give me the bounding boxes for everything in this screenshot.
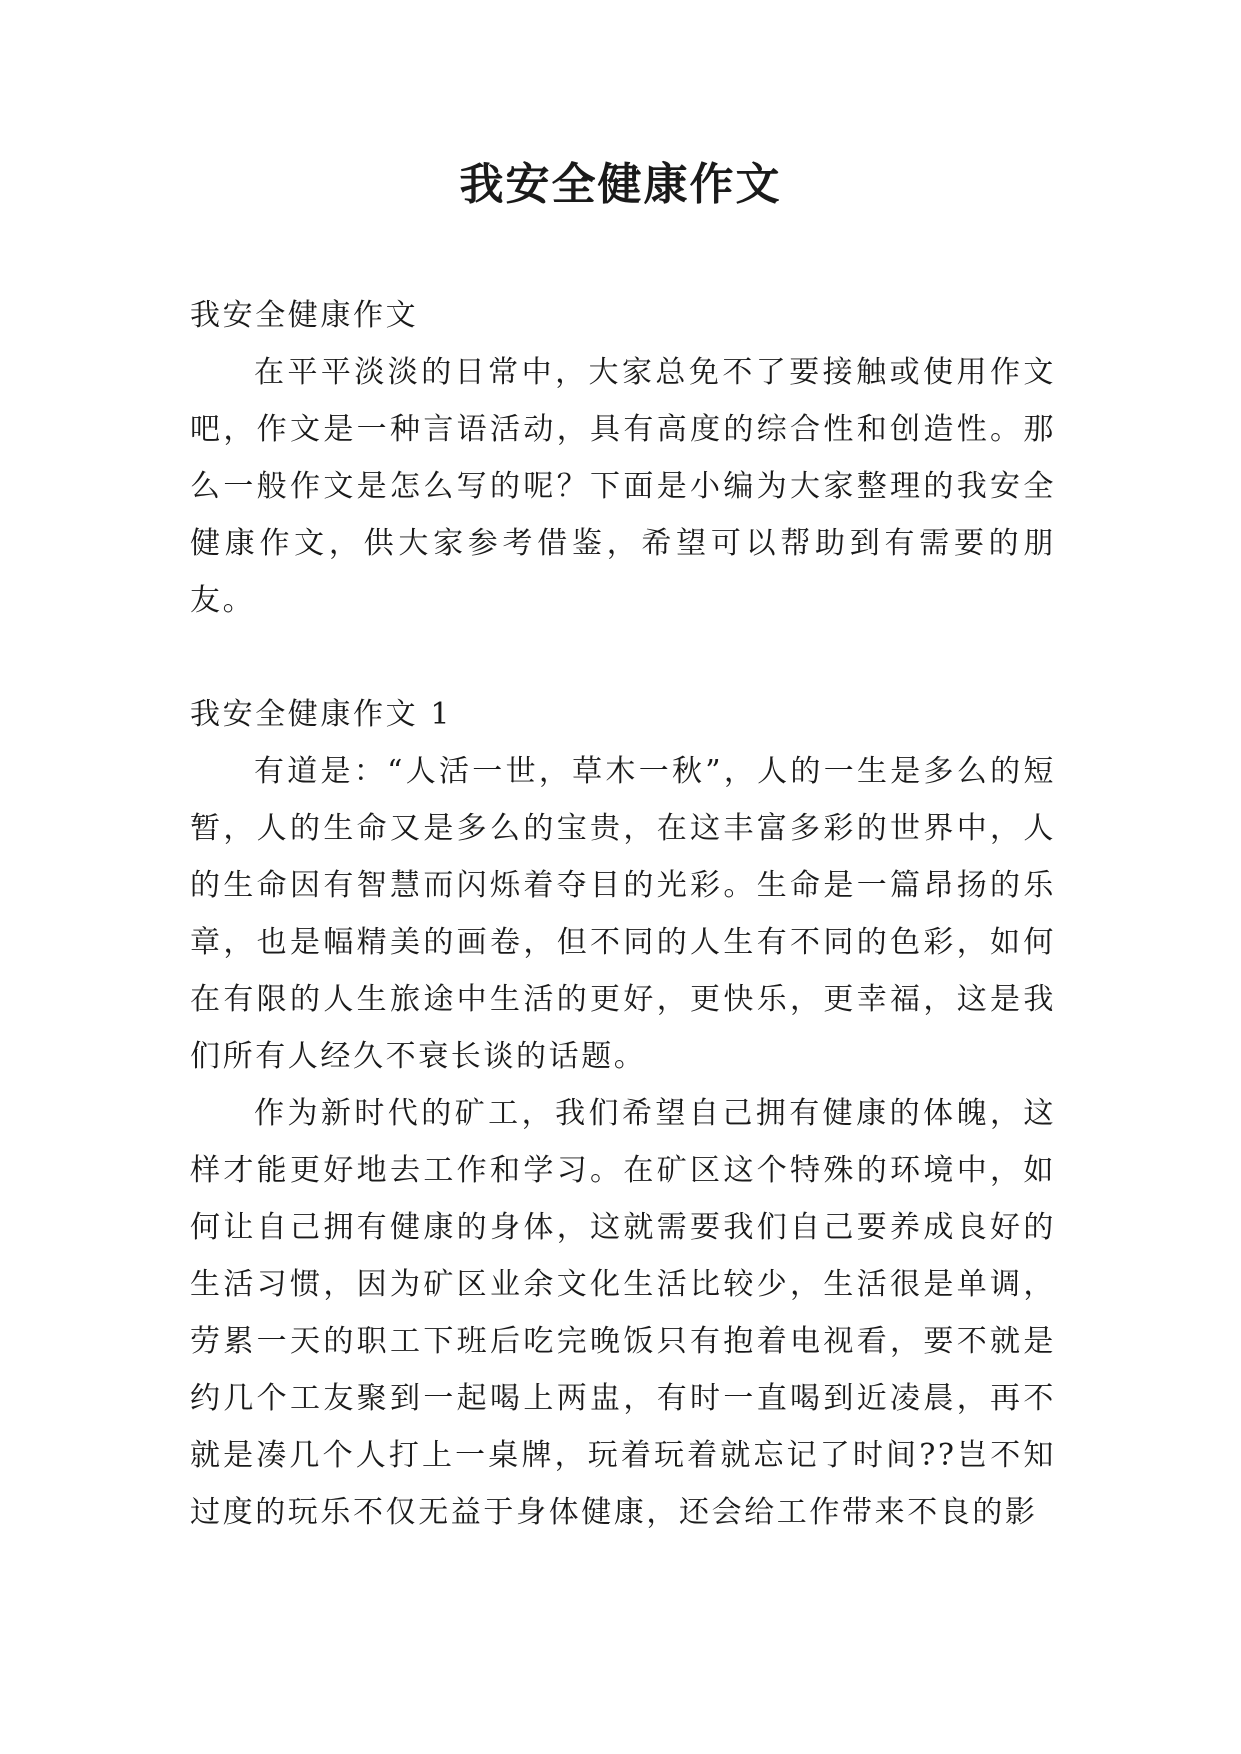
document-body <box>190 287 1056 1541</box>
document-title: 我安全健康作文 <box>459 159 782 210</box>
body-paragraph-1: 有道是：“人活一世，草木一秋”，人的一生是多么的短暂，人的生命又是多么的宝贵，在这丰富多彩的世界中，人的生命因有智慧而闪烁着夺目的光彩。生命是一篇昂扬的乐章，也是幅精美的画卷，但不同的人生有不同的色彩，如何在有限的人生旅途中生活的更好，更快乐，更幸福，这是我们所有人经久不衰长谈的话题。 <box>190 754 1056 1074</box>
intro-paragraph: 在平平淡淡的日常中，大家总免不了要接触或使用作文吧，作文是一种言语活动，具有高度的综合性和创造性。那么一般作文是怎么写的呢？下面是小编为大家整理的我安全健康作文，供大家参考借鉴，希望可以帮助到有需要的朋友。 <box>190 355 1056 618</box>
body-paragraph-2: 作为新时代的矿工，我们希望自己拥有健康的体魄，这样才能更好地去工作和学习。在矿区这个特殊的环境中，如何让自己拥有健康的身体，这就需要我们自己要养成良好的生活习惯，因为矿区业余文化生活比较少，生活很是单调，劳累一天的职工下班后吃完晚饭只有抱着电视看，要不就是约几个工友聚到一起喝上两盅，有时一直喝到近凌晨，再不就是凑几个人打上一桌牌，玩着玩着就忘记了时间??岂不知过度的玩乐不仅无益于身体健康，还会给工作带来不良的影 <box>190 1096 1056 1530</box>
section-heading: 我安全健康作文 1 <box>190 697 453 732</box>
section-spacer <box>190 629 1056 686</box>
document-subtitle: 我安全健康作文 <box>190 298 419 333</box>
